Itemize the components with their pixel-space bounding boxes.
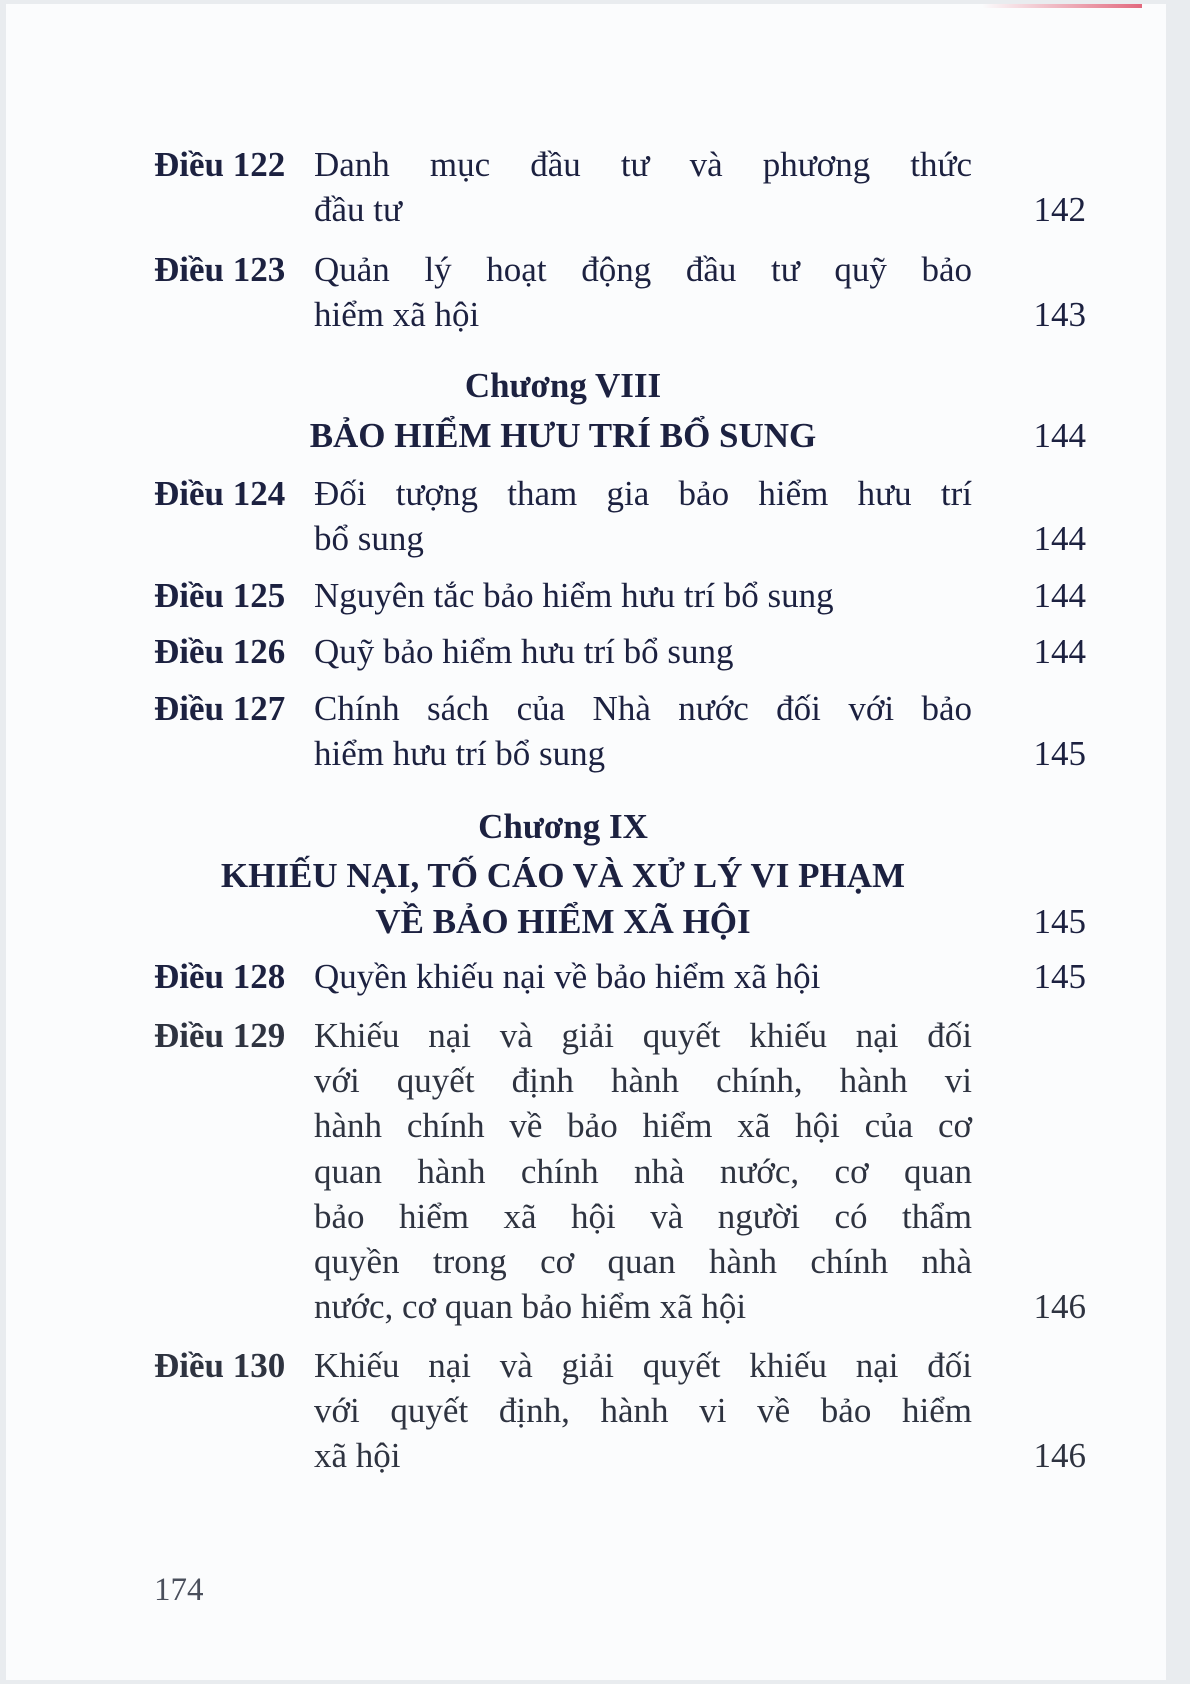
article-title-line: Chính sách của Nhà nước đối với bảo	[314, 689, 972, 728]
article-page-number: 143	[1033, 295, 1086, 335]
article-title-line: hiểm hưu trí bổ sung	[314, 734, 606, 774]
article-title-line: Quỹ bảo hiểm hưu trí bổ sung	[314, 632, 734, 671]
article-page-number: 145	[1033, 957, 1086, 996]
article-title-line: xã hội	[314, 1436, 401, 1476]
article-page-number: 144	[1033, 576, 1086, 615]
article-page-number: 144	[1033, 632, 1086, 671]
article-title-line: Đối tượng tham gia bảo hiểm hưu trí	[314, 474, 972, 513]
article-title-line: Khiếu nại và giải quyết khiếu nại đối	[314, 1016, 972, 1055]
article-title-line: bổ sung	[314, 519, 424, 559]
article-title-line: đầu tư	[314, 190, 402, 230]
article-page-number: 144	[1033, 519, 1086, 559]
article-page-number: 146	[1033, 1436, 1086, 1476]
article-page-number: 146	[1033, 1287, 1086, 1327]
chapter-page-number: 145	[1033, 902, 1086, 941]
article-label: Điều 123	[154, 250, 286, 289]
chapter-heading: Chương IX	[478, 807, 648, 846]
article-title-line: với quyết định, hành vi về bảo hiểm	[314, 1391, 972, 1431]
chapter-title-line: KHIẾU NẠI, TỐ CÁO VÀ XỬ LÝ VI PHẠM	[220, 856, 906, 895]
article-label: Điều 124	[154, 474, 286, 513]
article-title-line: quan hành chính nhà nước, cơ quan	[314, 1151, 972, 1191]
article-title-line: Quản lý hoạt động đầu tư quỹ bảo	[314, 250, 972, 289]
article-title-line: hiểm xã hội	[314, 295, 480, 335]
article-label: Điều 130	[154, 1346, 286, 1385]
chapter-page-number: 144	[1033, 416, 1086, 455]
chapter-title-line: BẢO HIỂM HƯU TRÍ BỔ SUNG	[309, 416, 817, 455]
article-page-number: 145	[1033, 734, 1086, 774]
article-label: Điều 129	[154, 1016, 286, 1055]
article-title-line: Nguyên tắc bảo hiểm hưu trí bổ sung	[314, 576, 834, 615]
chapter-title-line: VỀ BẢO HIỂM XÃ HỘI	[375, 902, 751, 941]
article-label: Điều 127	[154, 689, 286, 728]
article-title-line: quyền trong cơ quan hành chính nhà	[314, 1242, 972, 1281]
article-title-line: bảo hiểm xã hội và người có thẩm	[314, 1196, 972, 1236]
article-label: Điều 125	[154, 576, 286, 615]
article-title-line: hành chính về bảo hiểm xã hội của cơ	[314, 1106, 972, 1146]
article-title-line: nước, cơ quan bảo hiểm xã hội	[314, 1287, 747, 1327]
article-page-number: 142	[1033, 190, 1086, 230]
article-title-line: với quyết định hành chính, hành vi	[314, 1061, 972, 1101]
article-title-line: Quyền khiếu nại về bảo hiểm xã hội	[314, 957, 821, 996]
article-title-line: Khiếu nại và giải quyết khiếu nại đối	[314, 1346, 972, 1385]
article-label: Điều 126	[154, 632, 286, 671]
page-number: 174	[154, 1572, 204, 1608]
article-title-line: Danh mục đầu tư và phương thức	[314, 145, 972, 184]
chapter-heading: Chương VIII	[464, 366, 662, 405]
article-label: Điều 122	[154, 145, 286, 184]
book-page	[6, 4, 1166, 1680]
scan-edge-mark	[982, 4, 1142, 8]
article-label: Điều 128	[154, 957, 286, 996]
